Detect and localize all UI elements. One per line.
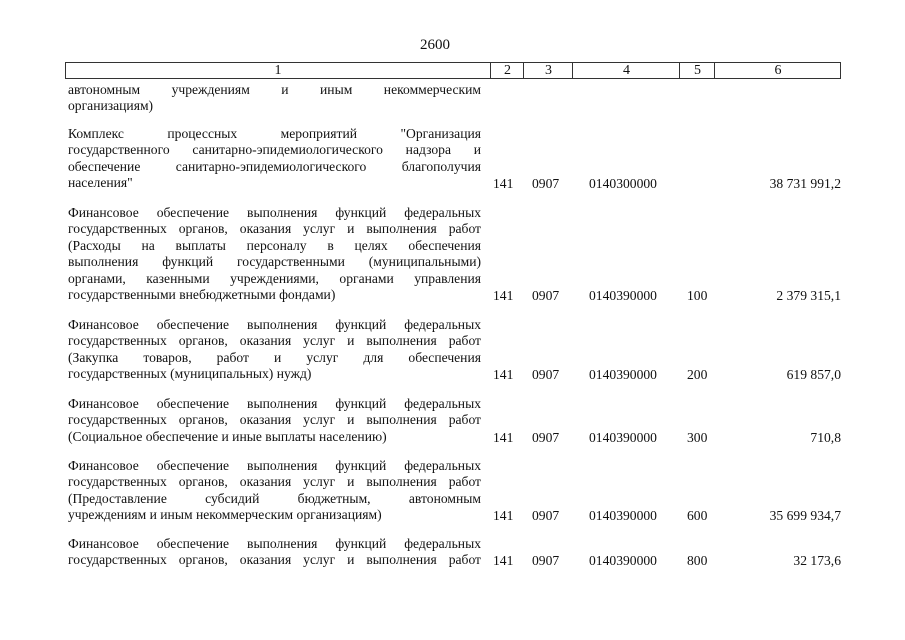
description-line: выполнения функций государственными (муниципальными) [68,254,481,270]
description-line: (Социальное обеспечение и иные выплаты населению) [68,428,387,444]
description-line: органами, казенными учреждениями, органами управления [68,270,481,286]
cell-amount: 32 173,6 [793,552,841,568]
table-row [0,458,905,524]
cell-expense-type: 300 [687,429,708,445]
description-line: государственного санитарно-эпидемиологического надзора и [68,142,481,158]
cell-ministry-code: 141 [493,287,514,303]
table-row [0,205,905,304]
description-line: государственных (муниципальных) нужд) [68,366,312,382]
cell-expense-type: 600 [687,507,708,523]
description-line: (Закупка товаров, работ и услуг для обеспечения [68,349,481,365]
description-line: государственных органов, оказания услуг и выполнения работ [68,474,481,490]
cell-amount: 619 857,0 [786,366,841,382]
cell-section-code: 0907 [532,366,560,382]
row-description [68,205,481,303]
description-line: государственных органов, оказания услуг и выполнения работ [68,412,481,428]
cell-amount: 2 379 315,1 [776,287,841,303]
cell-ministry-code: 141 [493,366,514,382]
header-col-6: 6 [714,63,841,78]
cell-section-code: 0907 [532,175,560,191]
cell-section-code: 0907 [532,287,560,303]
cell-target-code: 0140390000 [589,287,657,303]
cell-expense-type: 200 [687,366,708,382]
cell-target-code: 0140390000 [589,366,657,382]
description-line: Финансовое обеспечение выполнения функций федеральных [68,536,481,551]
cell-expense-type: 800 [687,552,708,568]
cell-target-code: 0140390000 [589,429,657,445]
row-description [68,458,481,524]
row-description [68,126,481,192]
header-col-2: 2 [490,63,524,78]
table-row [0,317,905,383]
description-line: Комплекс процессных мероприятий "Организация [68,126,481,141]
description-line: автономным учреждениям и иным некоммерческим [68,82,481,97]
row-description [68,317,481,383]
cell-target-code: 0140390000 [589,507,657,523]
header-col-5: 5 [679,63,715,78]
cell-amount: 35 699 934,7 [769,507,841,523]
description-line: Финансовое обеспечение выполнения функций федеральных [68,458,481,473]
table-header [65,62,841,79]
table-row [0,82,905,115]
description-line: организациям) [68,98,154,114]
header-col-3: 3 [523,63,573,78]
table-row [0,536,905,569]
header-col-1: 1 [274,63,282,78]
cell-section-code: 0907 [532,507,560,523]
description-line: учреждениям и иным некоммерческим организациям) [68,507,382,523]
header-col-4: 4 [572,63,680,78]
cell-ministry-code: 141 [493,507,514,523]
row-description [68,536,481,569]
description-line: Финансовое обеспечение выполнения функций федеральных [68,317,481,332]
table-row [0,126,905,192]
table-row [0,396,905,446]
row-description [68,396,481,445]
cell-section-code: 0907 [532,429,560,445]
cell-ministry-code: 141 [493,175,514,191]
cell-section-code: 0907 [532,552,560,568]
description-line: населения" [68,175,133,191]
cell-target-code: 0140390000 [589,552,657,568]
cell-amount: 38 731 991,2 [769,175,841,191]
page-number: 2600 [420,37,450,53]
description-line: (Предоставление субсидий бюджетным, автономным [68,490,481,506]
description-line: государственными внебюджетными фондами) [68,287,336,303]
row-description [68,82,481,115]
cell-ministry-code: 141 [493,552,514,568]
description-line: государственных органов, оказания услуг и выполнения работ [68,221,481,237]
description-line: Финансовое обеспечение выполнения функций федеральных [68,205,481,220]
description-line: (Расходы на выплаты персоналу в целях обеспечения [68,237,481,253]
cell-ministry-code: 141 [493,429,514,445]
description-line: государственных органов, оказания услуг и выполнения работ [68,333,481,349]
description-line: Финансовое обеспечение выполнения функций федеральных [68,396,481,411]
cell-expense-type: 100 [687,287,708,303]
description-line: обеспечение санитарно-эпидемиологического благополучия [68,158,481,174]
cell-amount: 710,8 [810,429,841,445]
cell-target-code: 0140300000 [589,175,657,191]
description-line: государственных органов, оказания услуг и выполнения работ [68,552,481,568]
